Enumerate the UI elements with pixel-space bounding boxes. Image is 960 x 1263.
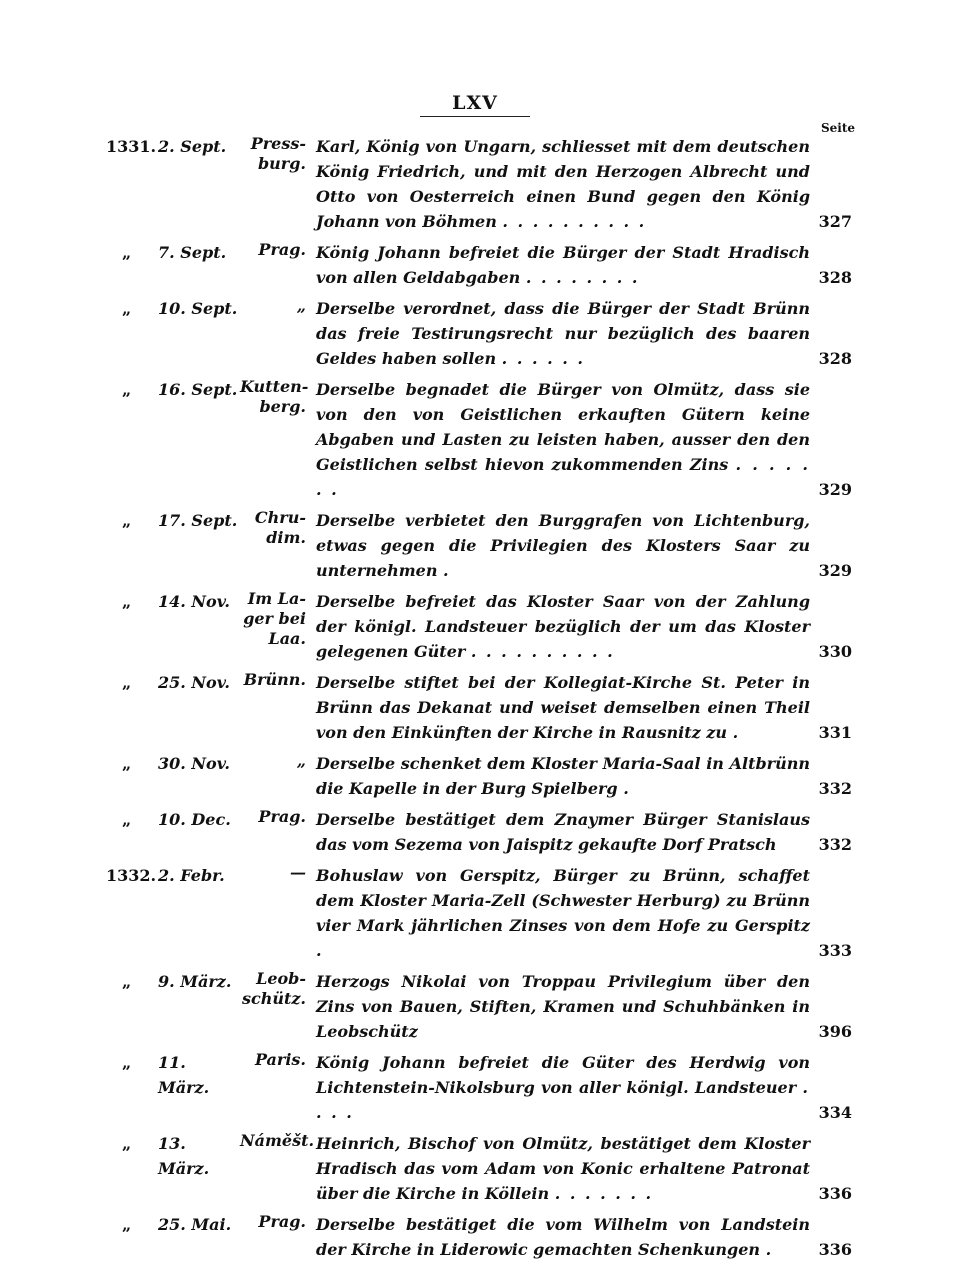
entry-page-ref: 336 — [818, 1240, 852, 1259]
entry-page-ref: 332 — [818, 835, 852, 854]
entry-row — [0, 240, 960, 290]
entry-summary — [316, 1131, 810, 1206]
entry-summary — [316, 807, 810, 857]
leader-dots: . . . . . . . . — [525, 268, 640, 287]
entry-page-ref: 329 — [818, 480, 852, 499]
entry-page-ref: 333 — [818, 941, 852, 960]
entries-list — [0, 134, 960, 1262]
leader-dots: . — [765, 1240, 774, 1259]
leader-dots: . — [443, 561, 451, 580]
entry-ditto-mark: „ — [122, 1134, 132, 1153]
entry-summary — [316, 508, 810, 583]
leader-dots: . — [316, 941, 324, 960]
entry-summary — [316, 296, 810, 371]
entry-summary-text: König Johann befreiet die Bürger der Stadt Hradisch von allen Geldabgaben — [316, 243, 810, 287]
entry-date: 7. Sept. — [158, 243, 227, 262]
entry-place: Im La- ger bei Laa. — [243, 589, 306, 648]
entry-date: 10. Sept. — [158, 299, 238, 318]
entry-place: Kutten- berg. — [240, 377, 309, 416]
entry-summary — [316, 670, 810, 745]
entry-ditto-mark: „ — [122, 810, 132, 829]
entry-summary — [316, 751, 810, 801]
entry-row — [0, 1131, 960, 1206]
entry-summary — [316, 240, 810, 290]
entry-summary — [316, 863, 810, 963]
page-number: LXV — [452, 92, 498, 114]
leader-dots: . . . . . . . — [316, 455, 811, 499]
entry-row — [0, 508, 960, 583]
leader-dots: . . . . . . . . . . — [502, 212, 647, 231]
entry-summary — [316, 969, 810, 1044]
entry-row — [0, 1212, 960, 1262]
entry-ditto-mark: „ — [122, 243, 132, 262]
entry-ditto-mark: „ — [122, 1053, 132, 1072]
entry-place: Prag. — [258, 240, 306, 259]
entry-ditto-mark: „ — [122, 511, 132, 530]
entry-date: 9. März. — [158, 972, 232, 991]
entry-date: 30. Nov. — [158, 754, 230, 773]
entry-place: Press- burg. — [250, 134, 306, 173]
entry-date: 13. März. — [158, 1134, 210, 1178]
entry-date: 11. März. — [158, 1053, 210, 1097]
entry-place: „ — [296, 751, 306, 770]
leader-dots: . . . . — [316, 1078, 810, 1122]
entry-place: Paris. — [254, 1050, 306, 1069]
entry-page-ref: 330 — [818, 642, 852, 661]
entry-place: „ — [296, 296, 306, 315]
entry-row — [0, 589, 960, 664]
entry-summary-text: Karl, König von Ungarn, schliesset mit dem deutschen König Friedrich, und mit den Herzogen Albrecht und Otto von Oesterreich einen Bund gegen den König Johann von Böhmen — [316, 137, 810, 231]
entry-summary-text: Derselbe verordnet, dass die Bürger der Stadt Brünn das freie Testirungsrecht nur bezüglich des baaren Geldes haben sollen — [316, 299, 810, 368]
entry-date: 25. Mai. — [158, 1215, 232, 1234]
leader-dots: . . . . . . . — [554, 1184, 654, 1203]
entry-page-ref: 336 — [818, 1184, 852, 1203]
entry-row — [0, 807, 960, 857]
entry-date: 2. Febr. — [158, 866, 225, 885]
entry-place: Prag. — [258, 807, 306, 826]
entry-place: Brünn. — [243, 670, 306, 689]
entry-summary — [316, 1212, 810, 1262]
entry-row — [0, 296, 960, 371]
entry-place: Náměšt. — [240, 1131, 315, 1150]
entry-summary — [316, 134, 810, 234]
entry-row — [0, 863, 960, 963]
entry-summary-text: Herzogs Nikolai von Troppau Privilegium über den Zins von Bauen, Stiften, Kramen und Schuhbänken in Leobschütz — [316, 972, 810, 1041]
entry-summary-text: Derselbe begnadet die Bürger von Olmütz, dass sie von den von Geistlichen erkauften Gütern keine Abgaben und Lasten zu leisten haben, ausser den den Geistlichen selbst hievon zukommenden Zins — [316, 380, 810, 474]
entry-page-ref: 327 — [818, 212, 852, 231]
entry-row — [0, 969, 960, 1044]
entry-summary-text: Derselbe befreiet das Kloster Saar von der Zahlung der königl. Landsteuer bezüglich der um das Kloster gelegenen Güter — [316, 592, 810, 661]
leader-dots: . — [732, 723, 741, 742]
entry-row — [0, 751, 960, 801]
entry-summary-text: Derselbe schenket dem Kloster Maria-Saal in Altbrünn die Kapelle in der Burg Spielberg — [316, 754, 810, 798]
entry-page-ref: 329 — [818, 561, 852, 580]
entry-ditto-mark: „ — [122, 972, 132, 991]
entry-page-ref: 332 — [818, 779, 852, 798]
entry-date: 25. Nov. — [158, 673, 230, 692]
entry-summary-text: Bohuslaw von Gerspitz, Bürger zu Brünn, schaffet dem Kloster Maria-Zell (Schwester Herburg) zu Brünn vier Mark jährlichen Zinses von dem Hofe zu Gerspitz — [316, 866, 810, 935]
entry-row — [0, 377, 960, 502]
entry-date: 2. Sept. — [158, 137, 227, 156]
leader-dots: . . . . . . . . . . — [470, 642, 615, 661]
entry-row — [0, 134, 960, 234]
entry-summary-text: Derselbe verbietet den Burggrafen von Lichtenburg, etwas gegen die Privilegien des Klosters Saar zu unternehmen — [316, 511, 810, 580]
entry-year: 1332. — [106, 866, 157, 885]
entry-summary-text: Derselbe stiftet bei der Kollegiat-Kirche St. Peter in Brünn das Dekanat und weiset demselben einen Theil von den Einkünften der Kirche in Rausnitz zu — [316, 673, 810, 742]
entry-place: Leob- schütz. — [241, 969, 306, 1008]
leader-dots: . . . . . . — [501, 349, 585, 368]
entry-summary-text: Heinrich, Bischof von Olmütz, bestätiget dem Kloster Hradisch das vom Adam von Konic erhaltene Patronat über die Kirche in Köllein — [316, 1134, 810, 1203]
entry-summary — [316, 1050, 810, 1125]
entry-ditto-mark: „ — [122, 592, 132, 611]
entry-row — [0, 1050, 960, 1125]
entry-row — [0, 670, 960, 745]
entry-year: 1331. — [106, 137, 157, 156]
entry-summary-text: Derselbe bestätiget die vom Wilhelm von Landstein der Kirche in Liderowic gemachten Schenkungen — [316, 1215, 810, 1259]
entry-page-ref: 328 — [818, 349, 852, 368]
leader-dots: . — [623, 779, 631, 798]
entry-ditto-mark: „ — [122, 754, 132, 773]
entry-summary — [316, 377, 810, 502]
entry-summary — [316, 589, 810, 664]
entry-ditto-mark: „ — [122, 380, 132, 399]
entry-place: Prag. — [258, 1212, 306, 1231]
entry-ditto-mark: „ — [122, 673, 132, 692]
entry-page-ref: 396 — [818, 1022, 852, 1041]
entry-summary-text: König Johann befreiet die Güter des Herdwig von Lichtenstein-Nikolsburg von aller königl. Landsteuer — [316, 1053, 810, 1097]
entry-date: 14. Nov. — [158, 592, 230, 611]
entry-place: Chru- dim. — [254, 508, 306, 547]
entry-ditto-mark: „ — [122, 299, 132, 318]
entry-page-ref: 331 — [818, 723, 852, 742]
header-rule — [420, 116, 530, 117]
entry-date: 17. Sept. — [158, 511, 238, 530]
entry-date: 16. Sept. — [158, 380, 238, 399]
page-column-label: Seite — [820, 121, 855, 135]
entry-page-ref: 328 — [818, 268, 852, 287]
entry-place: — — [290, 863, 306, 882]
entry-summary-text: Derselbe bestätiget dem Znaymer Bürger Stanislaus das vom Sezema von Jaispitz gekaufte Dorf Pratsch — [316, 810, 810, 854]
entry-date: 10. Dec. — [158, 810, 231, 829]
entry-page-ref: 334 — [818, 1103, 852, 1122]
entry-ditto-mark: „ — [122, 1215, 132, 1234]
